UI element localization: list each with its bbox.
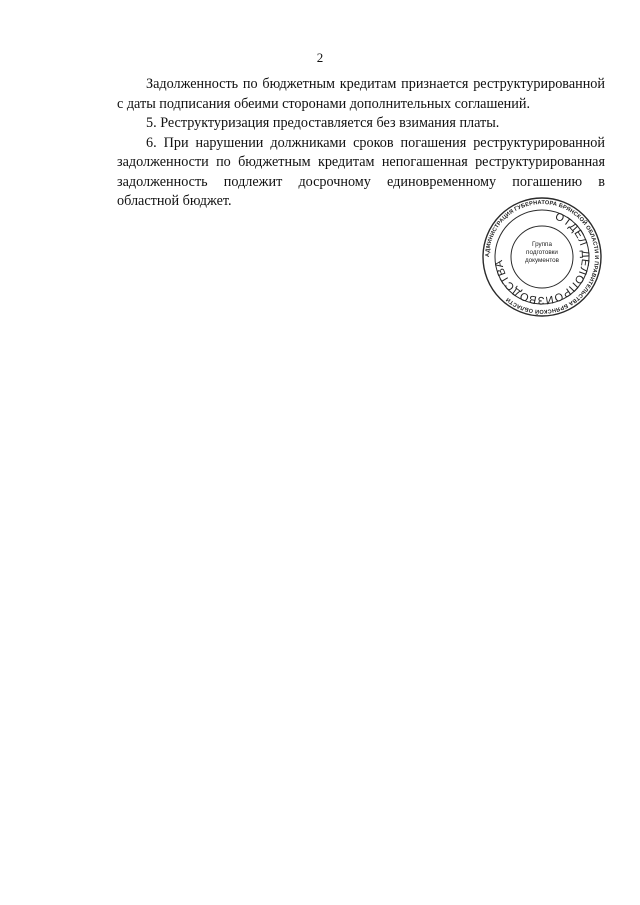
paragraph-item-6: 6. При нарушении должниками сроков погашения реструктурированной задолженности по бюджетным кредитам непогашенная реструктурированная задолженность подлежит досрочному единовременному погашению в областной бюджет. [117,134,605,209]
page-number: 2 [316,50,324,65]
seal-middle-text-path: ОТДЕЛ ДЕЛОПРОИЗВОДСТВА [492,210,592,307]
seal-center-text [519,241,565,265]
seal-outer-text-path: АДМИНИСТРАЦИЯ ГУБЕРНАТОРА БРЯНСКОЙ ОБЛАСТИ И ПРАВИТЕЛЬСТВА БРЯНСКОЙ ОБЛАСТИ [484,199,600,315]
seal-center-line: Группа [532,241,552,248]
paragraph-item-5: 5. Реструктуризация предоставляется без взимания платы. [146,115,500,131]
paragraph-restructured-debt: Задолженность по бюджетным кредитам признается реструктурированной с даты подписания обеими сторонами дополнительных соглашений. [117,76,605,112]
seal-center-line: подготовки [526,249,558,256]
seal-center-line: документов [524,257,560,264]
official-seal [481,196,603,318]
document-body [117,75,605,212]
